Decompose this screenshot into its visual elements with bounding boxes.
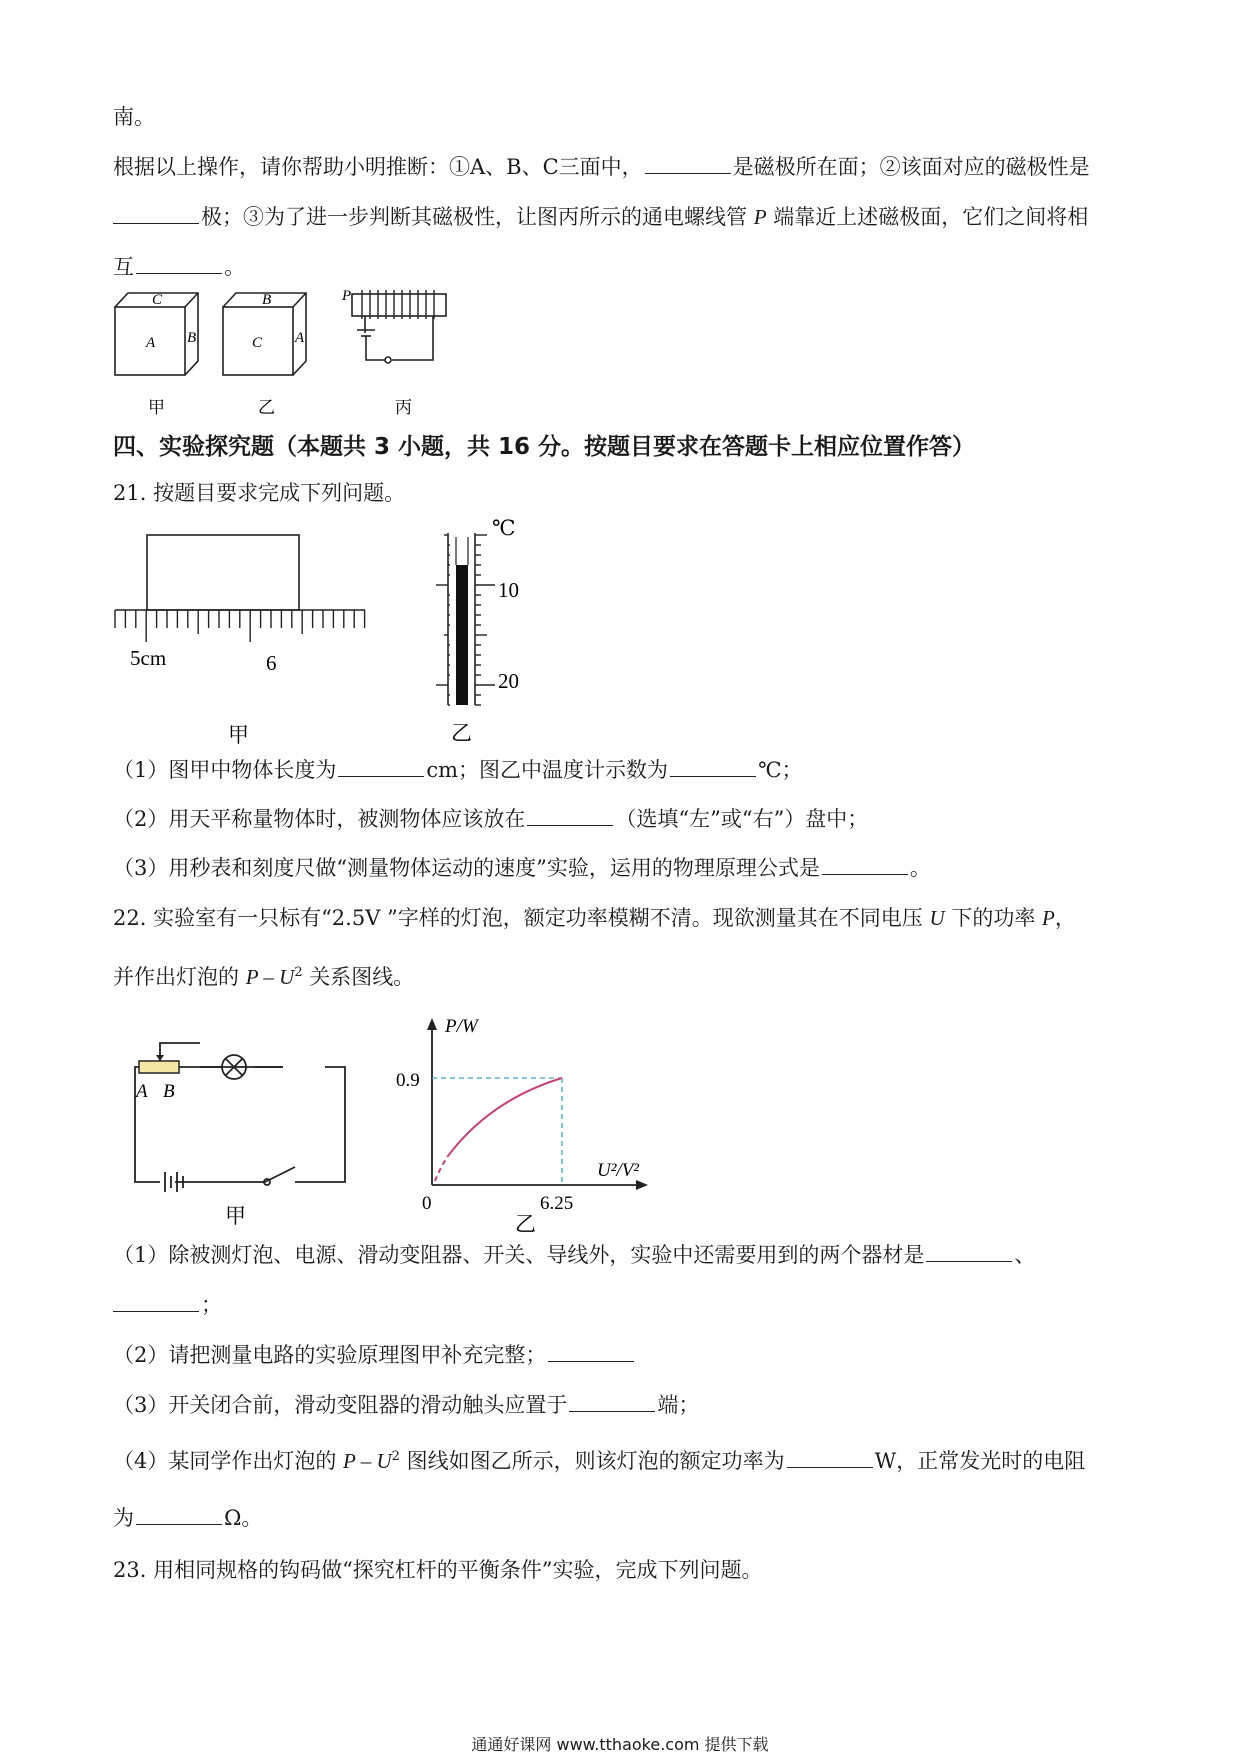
answer-blank[interactable] — [787, 1447, 873, 1468]
q23-title — [113, 1555, 763, 1585]
q22-text: （3）开关闭合前，滑动变阻器的滑动触头应置于 — [113, 1393, 568, 1417]
cube2-caption: 乙 — [258, 398, 275, 417]
ruler-caption: 甲 — [228, 723, 249, 747]
thermometer-label-10: 10 — [498, 578, 519, 602]
q21-title-text: 21. 按题目要求完成下列问题。 — [113, 481, 406, 505]
cube1-front-label: A — [146, 335, 156, 351]
thermometer-label-20: 20 — [498, 669, 519, 693]
intro-text: 极；③为了进一步判断其磁极性，让图丙所示的通电螺线管 — [201, 205, 754, 229]
answer-blank[interactable] — [548, 1341, 634, 1362]
answer-blank[interactable] — [527, 805, 613, 826]
q21-part3 — [113, 853, 931, 883]
graph-xlabel: U²/V² — [597, 1160, 639, 1181]
magnet-cubes-figure — [100, 285, 480, 420]
q21-text: （选填“左”或“右”）盘中； — [615, 807, 869, 831]
answer-blank[interactable] — [569, 1391, 655, 1412]
rheostat-a-label: A — [136, 1081, 148, 1102]
answer-blank[interactable] — [136, 253, 222, 274]
q21-text: （3）用秒表和刻度尺做“测量物体运动的速度”实验，运用的物理原理公式是 — [113, 856, 820, 880]
cube2-front-label: C — [252, 335, 263, 351]
curve-dashed-segment — [435, 1156, 448, 1181]
thermometer-caption: 乙 — [451, 721, 472, 745]
q22-line2 — [113, 958, 414, 992]
answer-blank[interactable] — [136, 1504, 222, 1525]
q22-part1-cont — [113, 1290, 222, 1320]
intro-text: 。 — [224, 255, 245, 279]
intro-text: 是磁极所在面；②该面对应的磁极性是 — [732, 155, 1090, 179]
q21-text: ℃； — [758, 758, 803, 782]
q22-text: （4）某同学作出灯泡的 — [113, 1449, 344, 1473]
formula-sup: 2 — [391, 1449, 400, 1464]
ruler-label-mid: 6 — [266, 651, 277, 675]
ruler-figure — [110, 520, 380, 750]
graph-caption: 乙 — [515, 1212, 536, 1235]
graph-ylabel: P/W — [445, 1016, 478, 1037]
q22-text: 、 — [1014, 1243, 1036, 1267]
q22-text: 为 — [113, 1506, 134, 1530]
thermometer-liquid — [456, 565, 468, 705]
formula-p-u: P – U — [343, 1449, 392, 1473]
answer-blank[interactable] — [113, 203, 199, 224]
q22-text: W，正常发光时的电阻 — [874, 1449, 1086, 1473]
q22-text: （2）请把测量电路的实验原理图甲补充完整； — [113, 1343, 547, 1367]
q22-part2 — [113, 1340, 636, 1370]
cube1-side-label: B — [187, 330, 197, 346]
p-u2-graph — [390, 1010, 660, 1235]
q21-title — [113, 478, 405, 508]
q22-text: 下的功率 — [944, 906, 1042, 930]
rheostat — [139, 1061, 179, 1073]
intro-line-3 — [113, 202, 1088, 232]
intro-text: 南。 — [113, 105, 155, 129]
answer-blank[interactable] — [822, 854, 908, 875]
q21-text: （2）用天平称量物体时，被测物体应该放在 — [113, 807, 526, 831]
q22-text: 并作出灯泡的 — [113, 965, 246, 989]
q22-part1 — [113, 1240, 1035, 1270]
page-footer: 通通好课网 www.tthaoke.com 提供下载 — [471, 1735, 769, 1754]
formula-p-u: P – U — [245, 965, 295, 989]
q22-text: 关系图线。 — [302, 965, 415, 989]
answer-blank[interactable] — [926, 1241, 1012, 1262]
intro-text: 根据以上操作，请你帮助小明推断：①A、B、C三面中， — [113, 155, 643, 179]
answer-blank[interactable] — [338, 756, 424, 777]
graph-origin: 0 — [422, 1193, 432, 1214]
thermometer-figure — [420, 515, 550, 750]
cube1-top-label: C — [152, 292, 163, 308]
var-p: P — [1042, 906, 1055, 930]
graph-x-tick: 6.25 — [540, 1193, 574, 1214]
answer-blank[interactable] — [113, 1291, 199, 1312]
rheostat-b-label: B — [163, 1081, 175, 1102]
var-u: U — [929, 906, 945, 930]
q21-part2 — [113, 804, 868, 834]
graph-y-tick: 0.9 — [396, 1070, 420, 1091]
thermometer-unit: ℃ — [492, 516, 516, 540]
q22-text: （1）除被测灯泡、电源、滑动变阻器、开关、导线外，实验中还需要用到的两个器材是 — [113, 1243, 925, 1267]
ruler-label-start: 5cm — [130, 646, 167, 670]
q22-text: 端； — [657, 1393, 700, 1417]
q21-text: （1）图甲中物体长度为 — [113, 758, 337, 782]
q21-text: 。 — [909, 856, 931, 880]
q21-text: cm；图乙中温度计示数为 — [426, 758, 669, 782]
circuit-figure — [105, 1025, 365, 1230]
p-u2-curve — [448, 1078, 562, 1156]
answer-blank[interactable] — [670, 756, 756, 777]
intro-line-1 — [113, 102, 155, 132]
section-heading: 四、实验探究题（本题共 3 小题，共 16 分。按题目要求在答题卡上相应位置作答） — [113, 434, 976, 460]
q22-text: 22. 实验室有一只标有“2.5V ”字样的灯泡，额定功率模糊不清。现欲测量其在不同电压 — [113, 906, 930, 930]
intro-text: 互 — [113, 255, 134, 279]
answer-blank[interactable] — [645, 153, 731, 174]
cube1-caption: 甲 — [148, 398, 165, 417]
q22-part3 — [113, 1390, 699, 1420]
q22-text: ， — [1054, 906, 1076, 930]
q22-line1 — [113, 903, 1076, 933]
intro-text: 端靠近上述磁极面，它们之间将相 — [766, 205, 1089, 229]
intro-line-2 — [113, 152, 1090, 182]
circuit-caption: 甲 — [225, 1204, 246, 1228]
q22-part4 — [113, 1442, 1085, 1476]
solenoid-p-label: P — [342, 288, 352, 304]
intro-line-4 — [113, 252, 245, 282]
q22-text: ； — [201, 1293, 222, 1317]
solenoid-caption: 丙 — [395, 398, 412, 417]
var-p: P — [753, 205, 767, 229]
cube2-top-label: B — [262, 292, 272, 308]
q21-part1 — [113, 755, 803, 785]
q23-title-text: 23. 用相同规格的钩码做“探究杠杆的平衡条件”实验，完成下列问题。 — [113, 1558, 763, 1582]
q22-part4-cont — [113, 1503, 262, 1533]
cube2-side-label: A — [295, 330, 305, 346]
formula-sup: 2 — [294, 965, 303, 980]
q22-text: Ω。 — [224, 1506, 263, 1530]
q22-text: 图线如图乙所示，则该灯泡的额定功率为 — [399, 1449, 785, 1473]
